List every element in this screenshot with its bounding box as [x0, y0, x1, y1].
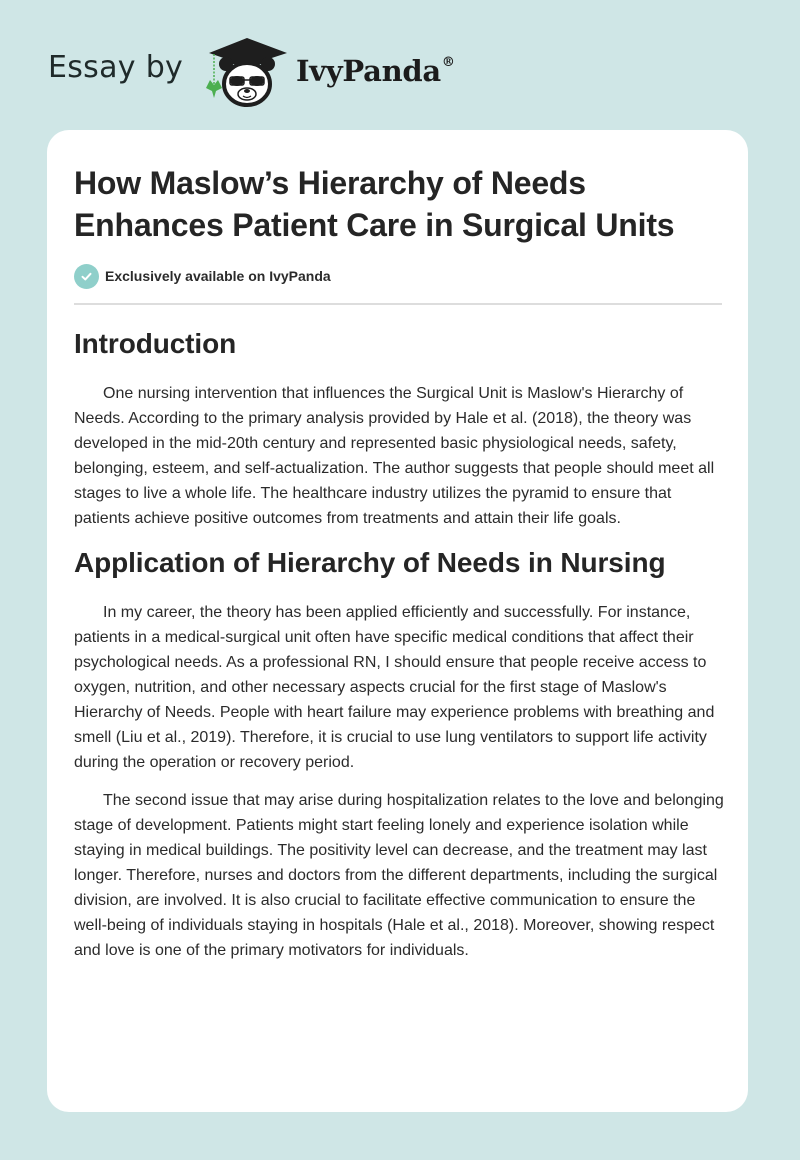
paragraph: One nursing intervention that influences the Surgical Unit is Maslow's Hierarchy of Needs. According to the primary analysis provided by Hale et al. (2018), the theory was developed in the mid-20th century and represented basic physiological needs, safety, belonging, esteem, and self-actualization. The author suggests that people should meet all stages to live a whole life. The healthcare industry utilizes the pyramid to ensure that patients achieve positive outcomes from treatments and attain their life goals. [74, 385, 715, 527]
site-header [0, 0, 800, 130]
exclusive-badge [74, 263, 331, 289]
check-circle-icon [74, 264, 99, 289]
paragraph: In my career, the theory has been applied efficiently and successfully. For instance, patients in a medical-surgical unit often have specific medical conditions that affect their psychological needs. As a professional RN, I should ensure that people receive access to oxygen, nutrition, and other necessary aspects crucial for the first stage of Maslow's Hierarchy of Needs. People with heart failure may experience problems with breathing and smell (Liu et al., 2019). Therefore, it is crucial to use lung ventilators to support life activity during the operation or recovery period. [74, 604, 715, 771]
section-heading: Introduction [74, 328, 237, 359]
section-application [74, 541, 724, 963]
section-heading: Application of Hierarchy of Needs in Nursing [74, 547, 666, 578]
registered-mark: ® [441, 55, 455, 71]
panda-graduation-cap-icon[interactable] [202, 36, 292, 108]
section-introduction [74, 322, 724, 531]
essay-body [74, 322, 724, 963]
brand-logo-text[interactable] [296, 54, 455, 88]
page-title: How Maslow’s Hierarchy of Needs Enhances Patient Care in Surgical Units [74, 165, 675, 243]
exclusive-label: Exclusively available on IvyPanda [105, 268, 331, 284]
paragraph: The second issue that may arise during hospitalization relates to the love and belonging stage of development. Patients might start feeling lonely and experience isolation while staying in medical buildings. The positivity level can decrease, and the treatment may last longer. Therefore, nurses and doctors from the different departments, including the surgical division, are involved. It is also crucial to facilitate effective communication to ensure the well-being of individuals staying in hospitals (Hale et al., 2018). Moreover, showing respect and love is one of the primary motivators for individuals. [74, 792, 724, 959]
essay-by-label: Essay by [48, 50, 184, 85]
essay-card [47, 130, 748, 1112]
brand-name: IvyPanda [296, 54, 441, 88]
divider [74, 303, 722, 305]
